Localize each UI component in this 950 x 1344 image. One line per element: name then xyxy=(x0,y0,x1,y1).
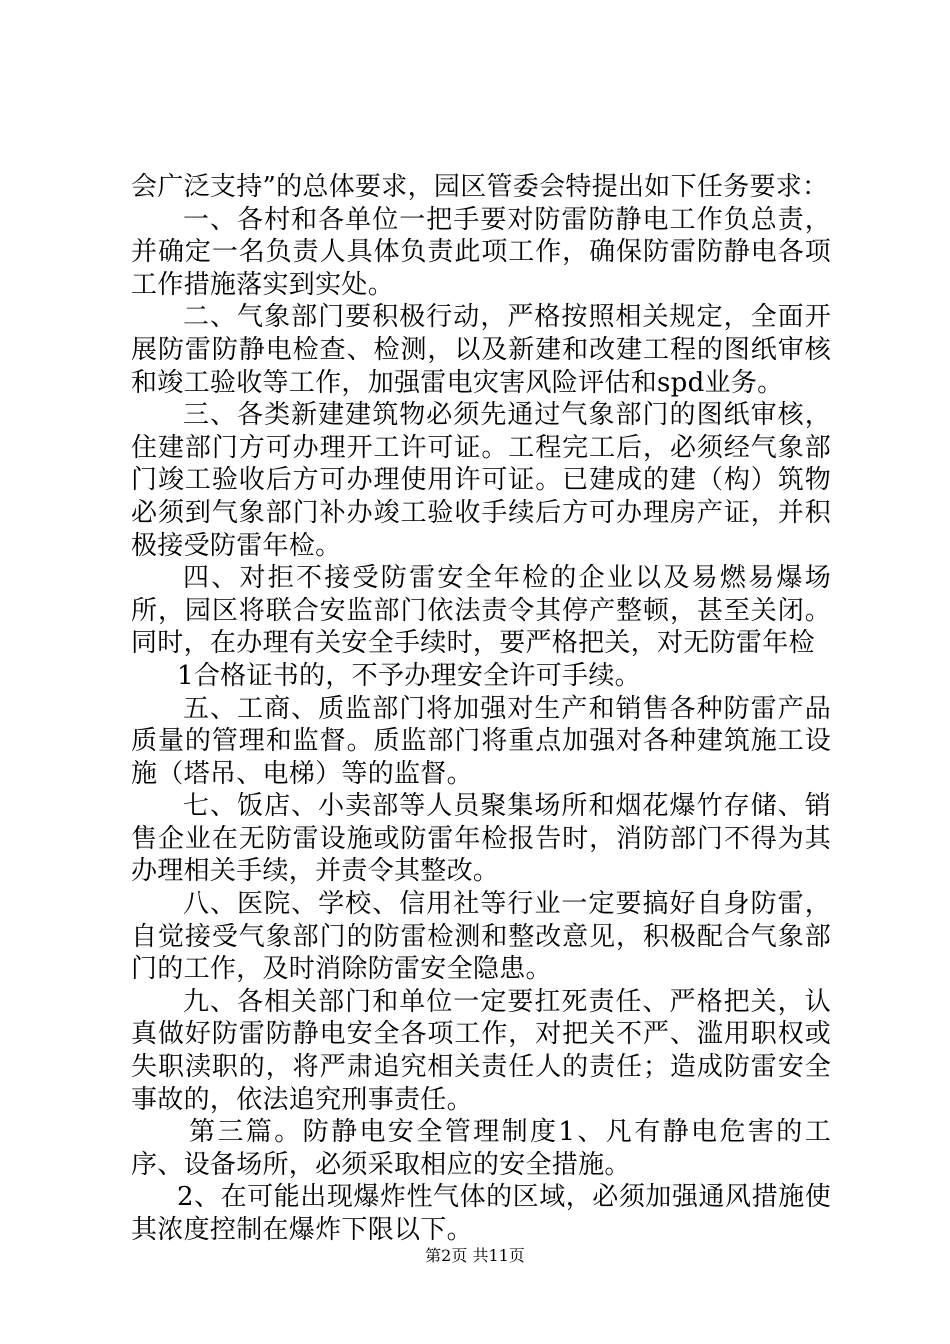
paragraph-item-5: 五、工商、质监部门将加强对生产和销售各种防雷产品质量的管理和监督。质监部门将重点加强对各种建筑施工设施（塔吊、电梯）等的监督。 xyxy=(131,693,831,789)
paragraph-item-7: 七、饭店、小卖部等人员聚集场所和烟花爆竹存储、销售企业在无防雷设施或防雷年检报告时，消防部门不得为其办理相关手续，并责令其整改。 xyxy=(131,791,831,887)
paragraph-item-4: 四、对拒不接受防雷安全年检的企业以及易燃易爆场所，园区将联合安监部门依法责令其停产整顿，甚至关闭。同时，在办理有关安全手续时，要严格把关，对无防雷年检 xyxy=(131,563,831,659)
document-body xyxy=(131,171,831,1247)
paragraph-section-3: 第三篇。防静电安全管理制度1、凡有静电危害的工序、设备场所，必须采取相应的安全措施。 xyxy=(131,1117,831,1180)
paragraph-item-4-continued: 1合格证书的，不予办理安全许可手续。 xyxy=(177,660,641,691)
paragraph-continuation: 会广泛支持”的总体要求，园区管委会特提出如下任务要求： xyxy=(131,172,829,202)
paragraph-item-9: 九、各相关部门和单位一定要扛死责任、严格把关，认真做好防雷防静电安全各项工作，对把关不严、滥用职权或失职渎职的，将严肃追究相关责任人的责任；造成防雷安全事故的，依法追究刑事责任。 xyxy=(131,986,831,1115)
paragraph-item-3: 三、各类新建建筑物必须先通过气象部门的图纸审核，住建部门方可办理开工许可证。工程完工后，必须经气象部门竣工验收后方可办理使用许可证。已建成的建（构）筑物必须到气象部门补办竣工验收手续后方可办理房产证，并积极接受防雷年检。 xyxy=(131,400,831,561)
paragraph-item-1: 一、各村和各单位一把手要对防雷防静电工作负总责，并确定一名负责人具体负责此项工作，确保防雷防静电各项工作措施落实到实处。 xyxy=(131,204,831,300)
paragraph-item-2: 二、气象部门要积极行动，严格按照相关规定，全面开展防雷防静电检查、检测，以及新建和改建工程的图纸审核和竣工验收等工作，加强雷电灾害风险评估和spd业务。 xyxy=(131,302,831,398)
paragraph-item-8: 八、医院、学校、信用社等行业一定要搞好自身防雷，自觉接受气象部门的防雷检测和整改意见，积极配合气象部门的工作，及时消除防雷安全隐患。 xyxy=(131,889,831,985)
paragraph-rule-2: 2、在可能出现爆炸性气体的区域，必须加强通风措施使其浓度控制在爆炸下限以下。 xyxy=(131,1182,831,1245)
page-footer: 第2页 共11页 xyxy=(425,1246,525,1265)
